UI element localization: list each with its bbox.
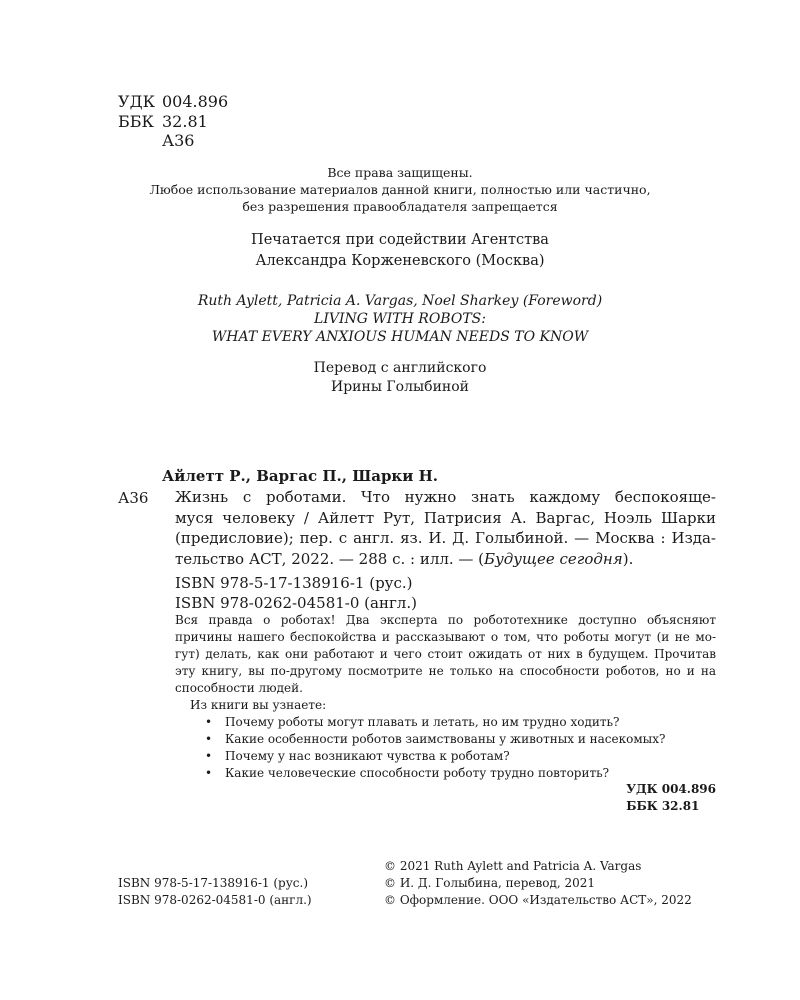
bullet-item xyxy=(205,748,665,765)
annotation xyxy=(175,612,716,697)
author-mark: А36 xyxy=(162,131,195,150)
udk-code xyxy=(118,92,228,112)
agency-line-1: Печатается при содействии Агентства xyxy=(251,232,549,248)
copyright-line-2: © И. Д. Голыбина, перевод, 2021 xyxy=(384,876,596,890)
footer-isbn-ru: ISBN 978-5-17-138916-1 (рус.) xyxy=(118,876,309,890)
record-description xyxy=(175,487,716,569)
bullet-text-1: Почему роботы могут плавать и летать, но им трудно ходить? xyxy=(225,715,620,729)
bbk-value: 32.81 xyxy=(162,112,208,131)
footer-isbn xyxy=(118,875,312,909)
footer-copyright xyxy=(384,858,692,909)
annotation-udk: УДК 004.896 xyxy=(626,782,716,796)
record-mark: А36 xyxy=(118,489,149,507)
udk-value: 004.896 xyxy=(162,92,229,111)
record-authors: Айлетт Р., Варгас П., Шарки Н. xyxy=(162,467,439,485)
rights-notice xyxy=(0,164,800,215)
record-series: Будущее сегодня xyxy=(484,549,623,568)
bullet-text-4: Какие человеческие способности роботу трудно повторить? xyxy=(225,766,610,780)
bullet-item xyxy=(205,731,665,748)
annotation-line-3: гут) делать, как они работают и чего стоит ожидать от них в будущем. Прочитав xyxy=(175,647,716,661)
annotation-bbk: ББК 32.81 xyxy=(626,799,700,813)
record-line-2: муся человеку / Айлетт Рут, Патрисия А. Варгас, Ноэль Шарки xyxy=(175,508,716,527)
footer-isbn-en: ISBN 978-0262-04581-0 (англ.) xyxy=(118,893,312,907)
isbn-block xyxy=(175,573,417,613)
bullet-icon: • xyxy=(205,749,213,763)
rights-line-1: Все права защищены. xyxy=(327,165,473,180)
record-line-3: (предисловие); пер. с англ. яз. И. Д. Голыбиной. — Москва : Изда- xyxy=(175,529,716,547)
original-title-block xyxy=(0,292,800,346)
isbn-en: ISBN 978-0262-04581-0 (англ.) xyxy=(175,594,417,612)
annotation-line-1: Вся правда о роботах! Два эксперта по робототехнике доступно объясняют xyxy=(175,613,716,627)
original-authors: Ruth Aylett, Patricia A. Vargas, Noel Sharkey (Foreword) xyxy=(197,293,603,309)
bullet-text-2: Какие особенности роботов заимствованы у животных и насекомых? xyxy=(225,732,666,746)
rights-line-2: Любое использование материалов данной книги, полностью или частично, xyxy=(149,182,651,197)
translation-line-1: Перевод с английского xyxy=(313,360,487,376)
translation-credit xyxy=(0,359,800,397)
learn-intro: Из книги вы узнаете: xyxy=(190,698,327,712)
bullet-icon: • xyxy=(205,732,213,746)
bullet-item xyxy=(205,714,665,731)
copyright-line-1: © 2021 Ruth Aylett and Patricia A. Vargas xyxy=(384,859,642,873)
record-line-4-pre: тельство АСТ, 2022. — 288 с. : илл. — ( xyxy=(175,549,485,568)
udk-label: УДК xyxy=(118,92,155,111)
annotation-line-4: эту книгу, вы по-другому посмотрите не только на способности роботов, но и на xyxy=(175,664,716,678)
bullet-icon: • xyxy=(205,766,213,780)
bullet-icon: • xyxy=(205,715,213,729)
annotation-line-5: способности людей. xyxy=(175,681,303,695)
translation-line-2: Ирины Голыбиной xyxy=(330,379,469,395)
bullet-item xyxy=(205,765,665,782)
bbk-label: ББК xyxy=(118,112,154,131)
copyright-line-3: © Оформление. ООО «Издательство АСТ», 2022 xyxy=(384,893,692,907)
agency-line-2: Александра Корженевского (Москва) xyxy=(255,253,545,269)
bullet-list xyxy=(205,714,665,782)
bbk-code xyxy=(118,112,208,132)
record-line-4-post: ). xyxy=(622,549,634,568)
annotation-line-2: причины нашего беспокойства и рассказывают о том, что роботы могут (и не мо- xyxy=(175,630,716,644)
record-line-1: Жизнь с роботами. Что нужно знать каждому беспокояще- xyxy=(175,488,716,506)
original-title-line-1: LIVING WITH ROBOTS: xyxy=(314,311,486,327)
rights-line-3: без разрешения правообладателя запрещается xyxy=(242,199,558,214)
agency-notice xyxy=(0,230,800,272)
bullet-text-3: Почему у нас возникают чувства к роботам? xyxy=(225,749,510,763)
isbn-ru: ISBN 978-5-17-138916-1 (рус.) xyxy=(175,574,413,592)
annotation-codes xyxy=(626,781,716,815)
record-line-4 xyxy=(175,549,716,570)
original-title-line-2: WHAT EVERY ANXIOUS HUMAN NEEDS TO KNOW xyxy=(211,329,589,345)
